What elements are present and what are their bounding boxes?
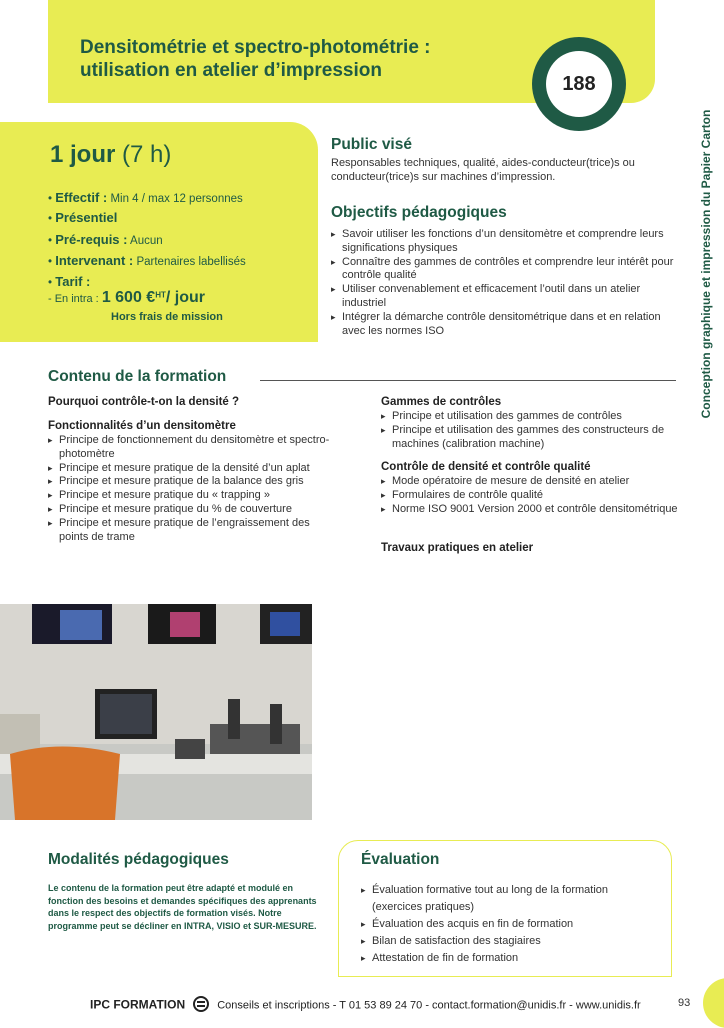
public-heading: Public visé <box>331 136 412 153</box>
list-item: ▸ Mode opératoire de mesure de densité en atelier <box>381 475 681 489</box>
contenu-heading: Contenu de la formation <box>48 368 227 385</box>
list-item: ▸ Principe et mesure pratique du « trapping » <box>48 489 338 503</box>
tarif-amount: 1 600 € <box>101 289 156 306</box>
gammes-list <box>381 410 681 451</box>
tarif-prefix: - En intra : <box>48 293 99 305</box>
intervenant-value: Partenaires labellisés <box>136 256 246 268</box>
gammes-title: Gammes de contrôles <box>381 396 502 408</box>
question-densite: Pourquoi contrôle-t-on la densité ? <box>48 396 240 408</box>
presentiel-label: Présentiel <box>55 210 118 225</box>
modalites-heading: Modalités pédagogiques <box>48 851 229 868</box>
tarif-ht: HT <box>155 290 166 300</box>
controle-list <box>381 475 681 516</box>
tarif-unit: / jour <box>165 289 205 306</box>
list-item: ▸ Attestation de fin de formation <box>361 950 661 967</box>
footer-contact: Conseils et inscriptions - T 01 53 89 24 70 - contact.formation@unidis.fr - www.unidis.fr <box>217 999 641 1012</box>
list-item: ▸ Principe et mesure pratique de l’engraissement des points de trame <box>48 517 338 545</box>
objectifs-heading: Objectifs pédagogiques <box>331 204 507 221</box>
title-line-1: Densitométrie et spectro-photométrie : <box>80 37 431 58</box>
list-item: ▸ Principe et utilisation des gammes de contrôles <box>381 410 681 424</box>
list-item: ▸ Évaluation formative tout au long de la formation (exercices pratiques) <box>361 882 661 916</box>
list-item: ▸ Norme ISO 9001 Version 2000 et contrôle densitométrique <box>381 503 681 517</box>
footer-brand: IPC FORMATION <box>90 997 186 1012</box>
modalites-text: Le contenu de la formation peut être adapté et modulé en fonction des besoins et demandes spécifiques des apprenants dans le respect des objectifs de formation visés. Notre programme peut se décliner en INTRA, VISIO et SUR-MESURE. <box>48 883 317 931</box>
fonct-list <box>48 434 338 544</box>
intervenant-line: • Intervenant : Partenaires labellisés <box>48 253 246 268</box>
list-item: ▸ Utiliser convenablement et efficacement l’outil dans un atelier industriel <box>331 283 681 311</box>
controle-title: Contrôle de densité et contrôle qualité <box>381 461 591 473</box>
list-item: ▸ Savoir utiliser les fonctions d’un densitomètre et comprendre leurs significations physiques <box>331 228 681 256</box>
public-text: Responsables techniques, qualité, aides-conducteur(trice)s ou conducteur(trice)s sur machines d’impression. <box>331 157 635 183</box>
page-number: 93 <box>678 997 691 1009</box>
fonct-title: Fonctionnalités d’un densitomètre <box>48 420 236 432</box>
list-item: ▸ Connaître des gammes de contrôles et comprendre leur intérêt pour contrôle qualité <box>331 256 681 284</box>
tarif-note: Hors frais de mission <box>111 311 223 323</box>
effectif-line: • Effectif : Min 4 / max 12 personnes <box>48 190 243 205</box>
list-item: ▸ Principe de fonctionnement du densitomètre et spectro-photomètre <box>48 434 338 462</box>
price-line <box>48 289 205 307</box>
ipc-logo-icon <box>191 996 211 1015</box>
list-item: ▸ Principe et utilisation des gammes des constructeurs de machines (calibration machine) <box>381 424 681 452</box>
duration-hours: (7 h) <box>122 141 172 168</box>
tarif-label: Tarif : <box>55 274 91 289</box>
objectifs-list <box>331 228 681 338</box>
course-title <box>80 36 520 82</box>
list-item: ▸ Principe et mesure pratique de la densité d’un aplat <box>48 462 338 476</box>
intervenant-label: Intervenant : <box>55 253 134 268</box>
evaluation-heading: Évaluation <box>361 851 440 868</box>
prerequis-value: Aucun <box>130 235 163 247</box>
tarif-line: • Tarif : <box>48 274 91 289</box>
presentiel-line: • Présentiel <box>48 210 118 225</box>
evaluation-list <box>361 882 661 967</box>
reference-number: 188 <box>546 51 612 117</box>
reference-badge <box>532 37 626 131</box>
duration <box>50 141 171 169</box>
title-line-2: utilisation en atelier d’impression <box>80 60 382 81</box>
prerequis-line: • Pré-requis : Aucun <box>48 232 163 247</box>
list-item: ▸ Bilan de satisfaction des stagiaires <box>361 933 661 950</box>
list-item: ▸ Formulaires de contrôle qualité <box>381 489 681 503</box>
list-item: ▸ Évaluation des acquis en fin de formation <box>361 916 661 933</box>
section-divider <box>260 380 676 381</box>
prerequis-label: Pré-requis : <box>55 232 128 247</box>
duration-days: 1 jour <box>50 141 116 168</box>
workshop-photo <box>0 604 312 820</box>
tp-title: Travaux pratiques en atelier <box>381 542 534 554</box>
corner-decoration <box>703 978 724 1028</box>
effectif-value: Min 4 / max 12 personnes <box>110 193 243 205</box>
effectif-label: Effectif : <box>55 190 108 205</box>
list-item: ▸ Intégrer la démarche contrôle densitométrique dans et en relation avec les normes ISO <box>331 311 681 339</box>
side-category-text: Conception graphique et impression du Papier Carton <box>699 109 713 419</box>
footer <box>90 996 641 1015</box>
list-item: ▸ Principe et mesure pratique du % de couverture <box>48 503 338 517</box>
list-item: ▸ Principe et mesure pratique de la balance des gris <box>48 475 338 489</box>
side-category-label <box>698 100 714 430</box>
